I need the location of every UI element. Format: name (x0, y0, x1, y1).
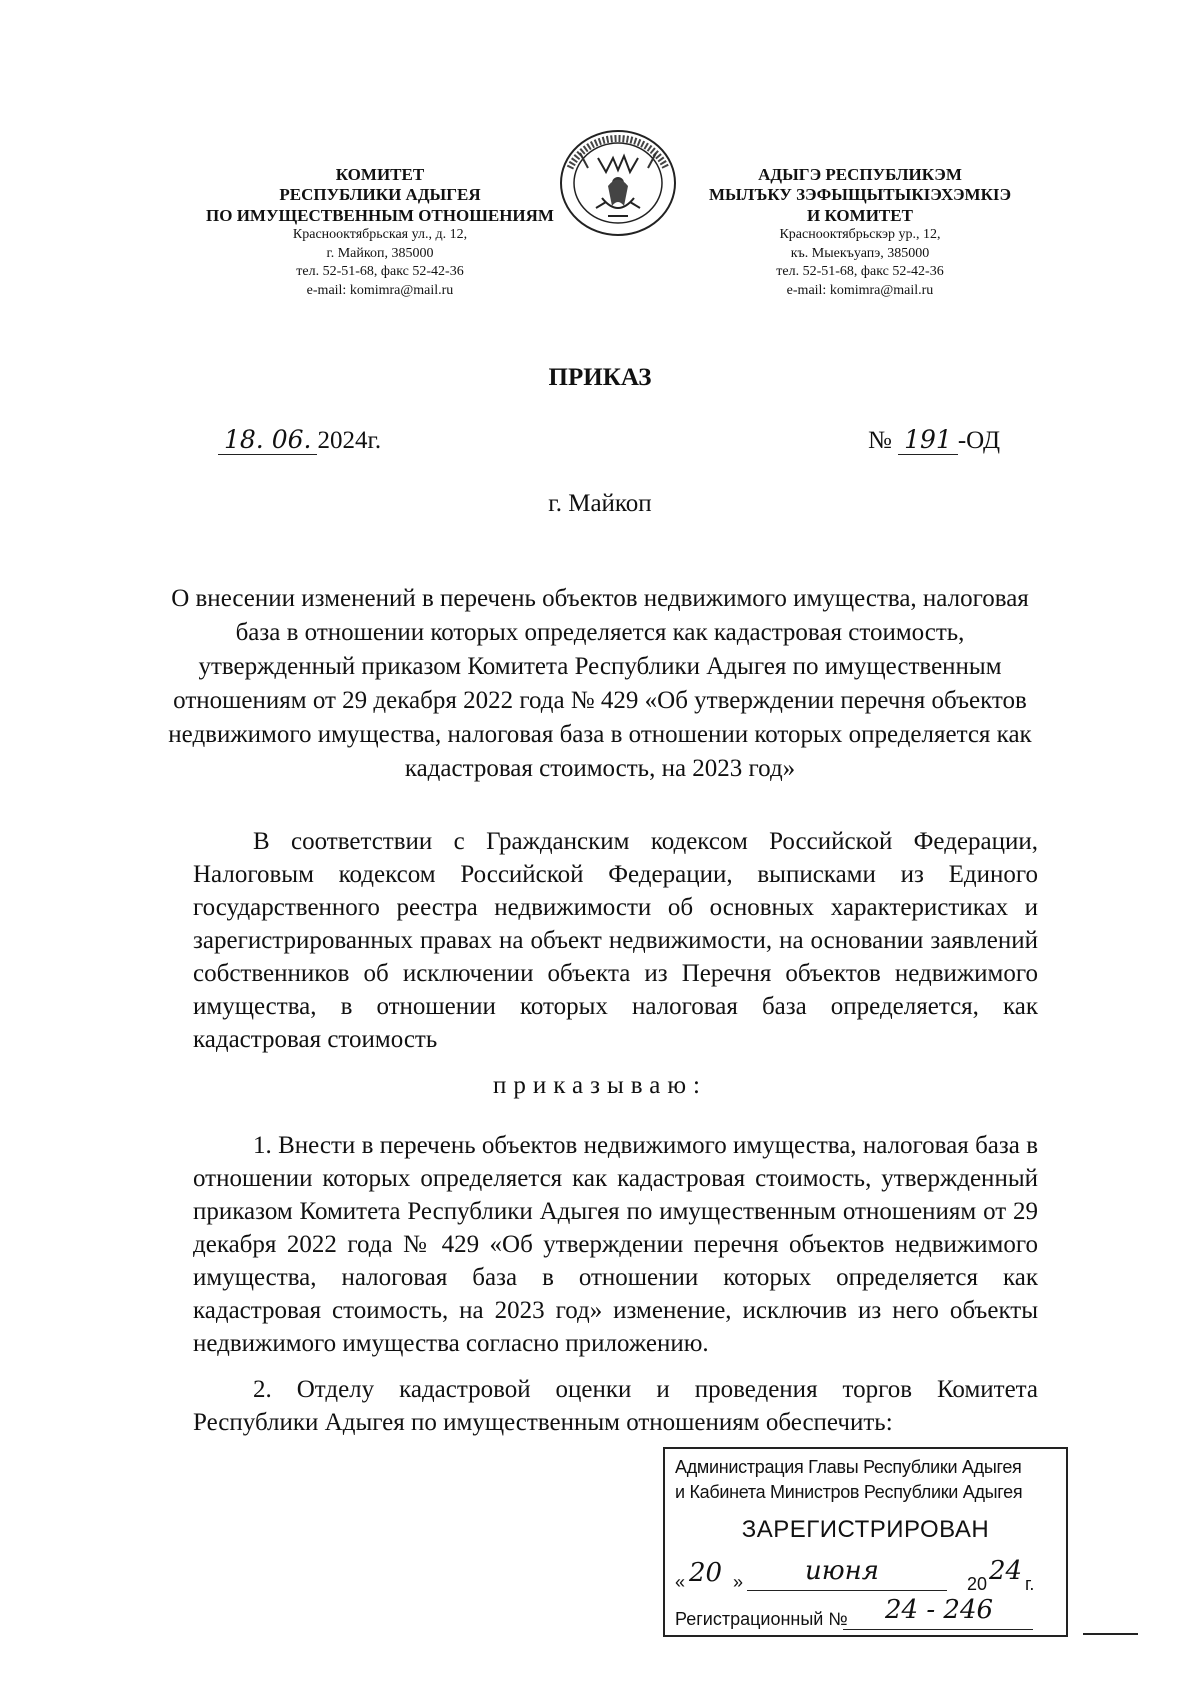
stamp-day: 20 (689, 1558, 723, 1588)
header-right-org-1: АДЫГЭ РЕСПУБЛИКЭМ (758, 165, 962, 184)
order-item-1: 1. Внести в перечень объектов недвижимого имущества, налоговая база в отношении которых определяется как кадастровая стоимость, утвержденный приказом Комитета Республики Адыгея по имущественным отношениям от 29 декабря 2022 года № 429 «Об утверждении перечня объектов недвижимого имущества, налоговая база в отношении которых определяется как кадастровая стоимость, на 2023 год» изменение, исключив из него объекты недвижимого имущества согласно приложению. (193, 1132, 1038, 1357)
order-item-2: 2. Отделу кадастровой оценки и проведения торгов Комитета Республики Адыгея по имущественным отношениям обеспечить: (193, 1376, 1038, 1436)
stamp-year-g: г. (1025, 1574, 1035, 1594)
stamp-line-2: и Кабинета Министров Республики Адыгея (675, 1482, 1023, 1502)
stamp-reg-label: Регистрационный № (675, 1609, 848, 1629)
stamp-reg-number: 24 - 246 (885, 1595, 994, 1625)
header-left-address-2: г. Майкоп, 385000 (326, 245, 434, 261)
stamp-month-underline (747, 1590, 947, 1591)
order-date-handwritten: 18. 06. (218, 425, 317, 455)
header-left-org-2: РЕСПУБЛИКИ АДЫГЕЯ (279, 185, 481, 205)
preamble-paragraph: В соответствии с Гражданским кодексом Российской Федерации, Налоговым кодексом Российской Федерации, выписками из Единого государственного реестра недвижимости об основных характеристиках и зарегистрированных правах на объект недвижимости, на основании заявлений собственников об исключении объекта из Перечня объектов недвижимого имущества, в отношении которых налоговая база определяется, как кадастровая стоимость (193, 828, 1038, 1053)
stamp-reg-row (675, 1595, 1060, 1633)
order-subject: О внесении изменений в перечень объектов недвижимого имущества, налоговая база в отношении которых определяется как кадастровая стоимость, утвержденный приказом Комитета Республики Адыгея по имущественным отношениям от 29 декабря 2022 года № 429 «Об утверждении перечня объектов недвижимого имущества, налоговая база в отношении которых определяется как кадастровая стоимость, на 2023 год» (168, 585, 1032, 782)
order-number-prefix: № (867, 427, 892, 454)
header-right-email: e-mail: komimra@mail.ru (786, 282, 934, 298)
header-left-phone: тел. 52-51-68, факс 52-42-36 (296, 264, 464, 280)
order-number-handwritten: 191 (898, 425, 958, 455)
stamp-date-row (675, 1556, 1060, 1596)
order-date (218, 425, 381, 455)
header-right-address-2: къ. Мыекъуапэ, 385000 (790, 245, 930, 261)
stamp-quote-close: » (733, 1572, 744, 1592)
header-left-email: e-mail: komimra@mail.ru (306, 282, 454, 298)
order-word: приказываю: (493, 1072, 707, 1099)
registration-stamp (663, 1447, 1068, 1637)
document-title: ПРИКАЗ (548, 364, 652, 391)
order-date-year: 2024г. (317, 427, 382, 454)
margin-dash (1083, 1633, 1138, 1635)
header-right-phone: тел. 52-51-68, факс 52-42-36 (776, 264, 944, 280)
stamp-year-prefix: 20 (967, 1574, 988, 1594)
header-left-org-3: ПО ИМУЩЕСТВЕННЫМ ОТНОШЕНИЯМ (206, 205, 554, 225)
header-left-address-1: Краснооктябрьская ул., д. 12, (292, 227, 468, 243)
stamp-status: ЗАРЕГИСТРИРОВАН (741, 1516, 990, 1543)
order-number-suffix: -ОД (957, 427, 1000, 454)
stamp-reg-underline (843, 1629, 1033, 1630)
header-right-org-3: И КОМИТЕТ (807, 205, 913, 225)
header-left (200, 165, 560, 300)
coat-of-arms-icon (558, 128, 678, 238)
stamp-quote-open: « (675, 1572, 686, 1592)
stamp-year-suffix: 24 (989, 1556, 1023, 1586)
header-left-org-1: КОМИТЕТ (335, 165, 425, 184)
city: г. Майкоп (548, 490, 652, 517)
header-right-address-1: Краснооктябрьскэр ур., 12, (779, 227, 941, 243)
stamp-line-1: Администрация Главы Республики Адыгея (675, 1457, 1022, 1477)
stamp-month: июня (805, 1556, 879, 1586)
order-number (868, 425, 1000, 455)
header-right-org-2: МЫЛЪКУ ЗЭФЫЩЫТЫКIЭХЭМКIЭ (708, 185, 1012, 205)
header-right (690, 165, 1030, 300)
